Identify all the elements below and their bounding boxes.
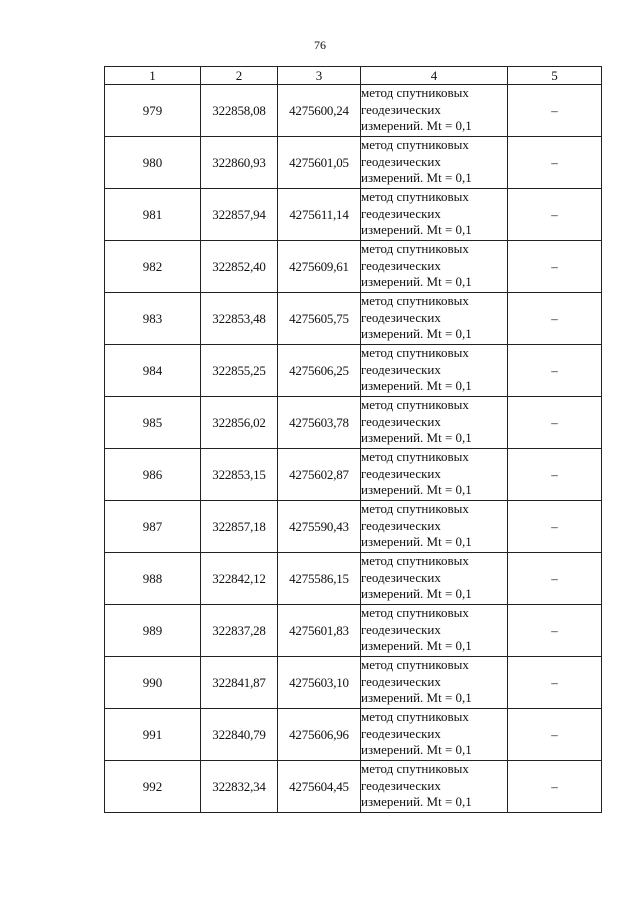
method-line: геодезических <box>361 517 441 533</box>
method-line: метод спутниковых <box>361 605 469 620</box>
coordinate-x: 322855,25 <box>201 345 278 397</box>
header-col-4: 4 <box>361 67 508 85</box>
dash-cell: – <box>508 397 602 449</box>
table-row <box>105 709 602 761</box>
coordinate-x: 322857,18 <box>201 501 278 553</box>
method-line: метод спутниковых <box>361 657 469 672</box>
coordinate-x: 322852,40 <box>201 241 278 293</box>
method-line: метод спутниковых <box>361 553 469 568</box>
coordinate-y: 4275606,96 <box>278 709 361 761</box>
dash-cell: – <box>508 501 602 553</box>
method-line: геодезических <box>361 361 441 377</box>
table-row <box>105 397 602 449</box>
method-line: геодезических <box>361 673 441 689</box>
coordinate-y: 4275611,14 <box>278 189 361 241</box>
method-description <box>361 449 508 501</box>
method-line: геодезических <box>361 413 441 429</box>
coordinate-x: 322837,28 <box>201 605 278 657</box>
point-number: 985 <box>105 397 201 449</box>
coordinate-x: 322853,48 <box>201 293 278 345</box>
header-col-2: 2 <box>201 67 278 85</box>
method-description <box>361 241 508 293</box>
coordinates-table <box>104 66 602 813</box>
method-line: геодезических <box>361 569 441 585</box>
coordinate-y: 4275602,87 <box>278 449 361 501</box>
dash-cell: – <box>508 137 602 189</box>
coordinate-y: 4275603,10 <box>278 657 361 709</box>
method-line: метод спутниковых <box>361 85 469 100</box>
method-line: геодезических <box>361 465 441 481</box>
method-line: измерений. Mt = 0,1 <box>361 274 472 290</box>
coordinate-x: 322841,87 <box>201 657 278 709</box>
point-number: 992 <box>105 761 201 813</box>
method-line: измерений. Mt = 0,1 <box>361 482 472 498</box>
method-description <box>361 137 508 189</box>
dash-cell: – <box>508 449 602 501</box>
header-col-3: 3 <box>278 67 361 85</box>
method-line: метод спутниковых <box>361 761 469 776</box>
point-number: 990 <box>105 657 201 709</box>
method-description <box>361 189 508 241</box>
coordinate-y: 4275609,61 <box>278 241 361 293</box>
method-description <box>361 293 508 345</box>
table-row <box>105 553 602 605</box>
table-row <box>105 501 602 553</box>
method-line: метод спутниковых <box>361 241 469 256</box>
method-line: геодезических <box>361 153 441 169</box>
method-line: измерений. Mt = 0,1 <box>361 326 472 342</box>
coordinate-y: 4275600,24 <box>278 85 361 137</box>
coordinate-y: 4275605,75 <box>278 293 361 345</box>
method-line: метод спутниковых <box>361 189 469 204</box>
method-line: геодезических <box>361 101 441 117</box>
method-line: измерений. Mt = 0,1 <box>361 742 472 758</box>
coordinate-x: 322858,08 <box>201 85 278 137</box>
dash-cell: – <box>508 85 602 137</box>
method-line: геодезических <box>361 257 441 273</box>
method-line: геодезических <box>361 725 441 741</box>
table-row <box>105 761 602 813</box>
method-line: метод спутниковых <box>361 501 469 516</box>
method-description <box>361 397 508 449</box>
dash-cell: – <box>508 605 602 657</box>
coordinate-x: 322860,93 <box>201 137 278 189</box>
method-line: измерений. Mt = 0,1 <box>361 118 472 134</box>
method-line: геодезических <box>361 309 441 325</box>
method-description <box>361 761 508 813</box>
dash-cell: – <box>508 293 602 345</box>
table-body <box>105 85 602 813</box>
method-description <box>361 553 508 605</box>
table-row <box>105 85 602 137</box>
coordinate-y: 4275586,15 <box>278 553 361 605</box>
table-row <box>105 241 602 293</box>
table-row <box>105 293 602 345</box>
coordinate-x: 322842,12 <box>201 553 278 605</box>
point-number: 983 <box>105 293 201 345</box>
method-description <box>361 85 508 137</box>
table-row <box>105 137 602 189</box>
method-line: измерений. Mt = 0,1 <box>361 170 472 186</box>
method-description <box>361 605 508 657</box>
method-line: измерений. Mt = 0,1 <box>361 222 472 238</box>
method-line: метод спутниковых <box>361 137 469 152</box>
method-line: метод спутниковых <box>361 345 469 360</box>
header-col-5: 5 <box>508 67 602 85</box>
coordinate-y: 4275606,25 <box>278 345 361 397</box>
dash-cell: – <box>508 761 602 813</box>
table-row <box>105 605 602 657</box>
method-line: геодезических <box>361 621 441 637</box>
point-number: 987 <box>105 501 201 553</box>
method-line: измерений. Mt = 0,1 <box>361 534 472 550</box>
coordinate-x: 322840,79 <box>201 709 278 761</box>
coordinate-x: 322832,34 <box>201 761 278 813</box>
method-line: измерений. Mt = 0,1 <box>361 586 472 602</box>
point-number: 982 <box>105 241 201 293</box>
table-row <box>105 345 602 397</box>
dash-cell: – <box>508 189 602 241</box>
coordinate-y: 4275601,83 <box>278 605 361 657</box>
method-description <box>361 501 508 553</box>
method-line: измерений. Mt = 0,1 <box>361 378 472 394</box>
method-line: метод спутниковых <box>361 449 469 464</box>
dash-cell: – <box>508 709 602 761</box>
method-description <box>361 657 508 709</box>
header-row <box>105 67 602 85</box>
method-line: метод спутниковых <box>361 709 469 724</box>
table-row <box>105 189 602 241</box>
method-line: измерений. Mt = 0,1 <box>361 430 472 446</box>
dash-cell: – <box>508 657 602 709</box>
dash-cell: – <box>508 553 602 605</box>
method-description <box>361 709 508 761</box>
coordinate-x: 322853,15 <box>201 449 278 501</box>
method-line: метод спутниковых <box>361 293 469 308</box>
coordinate-x: 322857,94 <box>201 189 278 241</box>
point-number: 980 <box>105 137 201 189</box>
method-line: измерений. Mt = 0,1 <box>361 638 472 654</box>
point-number: 988 <box>105 553 201 605</box>
method-line: геодезических <box>361 205 441 221</box>
method-line: измерений. Mt = 0,1 <box>361 690 472 706</box>
point-number: 986 <box>105 449 201 501</box>
page-number: 76 <box>314 38 326 52</box>
coordinate-y: 4275603,78 <box>278 397 361 449</box>
coordinate-y: 4275604,45 <box>278 761 361 813</box>
point-number: 991 <box>105 709 201 761</box>
method-line: геодезических <box>361 777 441 793</box>
point-number: 984 <box>105 345 201 397</box>
header-col-1: 1 <box>105 67 201 85</box>
method-line: измерений. Mt = 0,1 <box>361 794 472 810</box>
coordinate-x: 322856,02 <box>201 397 278 449</box>
method-line: метод спутниковых <box>361 397 469 412</box>
point-number: 981 <box>105 189 201 241</box>
coordinate-y: 4275601,05 <box>278 137 361 189</box>
dash-cell: – <box>508 345 602 397</box>
coordinate-y: 4275590,43 <box>278 501 361 553</box>
point-number: 979 <box>105 85 201 137</box>
table-row <box>105 657 602 709</box>
method-description <box>361 345 508 397</box>
dash-cell: – <box>508 241 602 293</box>
point-number: 989 <box>105 605 201 657</box>
table-row <box>105 449 602 501</box>
